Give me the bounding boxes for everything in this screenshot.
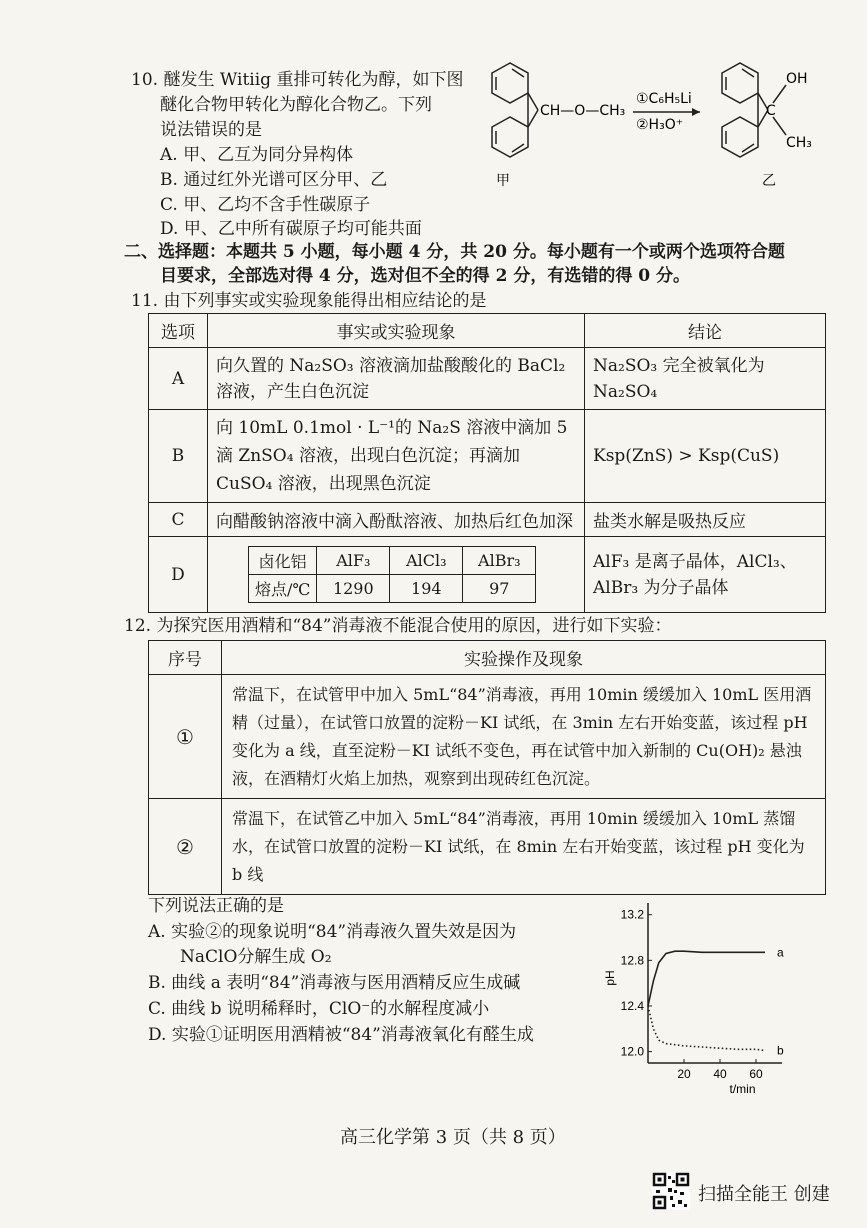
q10-reaction-scheme (468, 55, 828, 195)
q12-header-text: 实验操作及现象 (222, 641, 826, 675)
q11-header-conclusion: 结论 (585, 314, 826, 348)
oh-label: OH (786, 71, 808, 87)
compound-yi-label: 乙 (762, 173, 776, 189)
q11-row-b-conclusion: Ksp(ZnS) > Ksp(CuS) (585, 410, 826, 503)
table-row (149, 503, 826, 537)
q11-row-d-conclusion: AlF₃ 是离子晶体，AlCl₃、AlBr₃ 为分子晶体 (585, 537, 826, 613)
q12-table (148, 640, 826, 895)
qr-code-icon (652, 1172, 690, 1210)
q10-stem-line2: 醚化合物甲转化为醇化合物乙。下列 (160, 95, 432, 115)
q11-table (148, 313, 826, 613)
q11-row-c-option: C (149, 503, 208, 537)
q11-stem: 11. 由下列事实或实验现象能得出相应结论的是 (131, 291, 487, 311)
substituent-label: CH—O—CH₃ (540, 103, 626, 119)
inner-cell: 97 (463, 575, 536, 603)
q12-option-a-line2: NaClO分解生成 O₂ (180, 947, 332, 967)
q11-row-d-option: D (149, 537, 208, 613)
y-axis-label: pH (603, 970, 617, 986)
q12-stem: 12. 为探究医用酒精和“84”消毒液不能混合使用的原因，进行如下实验： (124, 616, 672, 636)
q10-option-a: A. 甲、乙互为同分异构体 (160, 145, 354, 165)
table-row (149, 675, 826, 799)
q11-row-a-conclusion: Na₂SO₃ 完全被氧化为 Na₂SO₄ (585, 348, 826, 410)
q10-option-d: D. 甲、乙中所有碳原子均可能共面 (160, 219, 422, 239)
q12-option-c: C. 曲线 b 说明稀释时，ClO⁻的水解程度减小 (148, 999, 490, 1019)
table-row (149, 410, 826, 503)
inner-cell: AlBr₃ (463, 547, 536, 575)
methyl-label: CH₃ (786, 135, 812, 151)
fluorene-structure-left (492, 63, 538, 157)
inner-cell: AlF₃ (317, 547, 390, 575)
q12-row-2-no: ② (149, 799, 222, 895)
q11-row-a-option: A (149, 348, 208, 410)
table-row (149, 799, 826, 895)
q12-row-1-text: 常温下，在试管甲中加入 5mL“84”消毒液，再用 10min 缓缓加入 10mL 医用酒精（过量），在试管口放置的淀粉－KI 试纸，在 3min 左右开始变蓝，该过程 pH 变化为 a 线，直至淀粉－KI 试纸不变色，再在试管中加入新制的 Cu(OH)₂ 悬浊液，在酒精灯火焰上加热，观察到出现砖红色沉淀。 (222, 675, 826, 799)
fluorene-structure-right (722, 63, 786, 157)
q11-row-c-conclusion: 盐类水解是吸热反应 (585, 503, 826, 537)
inner-cell: 熔点/℃ (249, 575, 317, 603)
ph-time-chart (596, 895, 816, 1105)
section2-line1: 二、选择题：本题共 5 小题，每小题 4 分，共 20 分。每小题有一个或两个选项符合题 (124, 242, 785, 262)
q11-row-b-fact: 向 10mL 0.1mol · L⁻¹的 Na₂S 溶液中滴加 5 滴 ZnSO₄ 溶液，出现白色沉淀；再滴加 CuSO₄ 溶液，出现黑色沉淀 (208, 410, 585, 503)
q12-row-2-text: 常温下，在试管乙中加入 5mL“84”消毒液，再用 10min 缓缓加入 10mL 蒸馏水，在试管口放置的淀粉－KI 试纸，在 8min 左右开始变蓝，该过程 pH 变化为 b 线 (222, 799, 826, 895)
q10-stem-line3: 说法错误的是 (160, 120, 262, 140)
arrow-head (692, 108, 700, 116)
halide-melting-point-table (248, 546, 536, 603)
series-label-a: a (777, 945, 784, 960)
y-tick-label: 13.2 (620, 907, 644, 922)
section2-line2: 目要求，全部选对得 4 分，选对但不全的得 2 分，有选错的得 0 分。 (160, 266, 690, 286)
q11-row-a-fact: 向久置的 Na₂SO₃ 溶液滴加盐酸酸化的 BaCl₂ 溶液，产生白色沉淀 (208, 348, 585, 410)
x-tick-label: 20 (677, 1067, 691, 1081)
q10-option-b: B. 通过红外光谱可区分甲、乙 (160, 170, 388, 190)
x-tick-label: 40 (713, 1067, 727, 1081)
compound-jia-label: 甲 (496, 173, 510, 189)
q10-stem-line1: 10. 醚发生 Witiig 重排可转化为醇，如下图 (131, 70, 464, 90)
table-row (149, 348, 826, 410)
y-tick-label: 12.0 (620, 1044, 644, 1059)
center-carbon-label: C (766, 103, 776, 119)
inner-cell: 1290 (317, 575, 390, 603)
q11-header-fact: 事实或实验现象 (208, 314, 585, 348)
inner-cell: AlCl₃ (390, 547, 463, 575)
y-tick-label: 12.8 (620, 953, 644, 968)
scanner-watermark: 扫描全能王 创建 (698, 1184, 830, 1205)
q11-row-c-fact: 向醋酸钠溶液中滴入酚酞溶液、加热后红色加深 (208, 503, 585, 537)
q11-row-d-fact-cell (208, 537, 585, 613)
reagent-2: ②H₃O⁺ (636, 117, 684, 133)
x-tick-label: 60 (749, 1067, 763, 1081)
q11-header-option: 选项 (149, 314, 208, 348)
series-line-a (648, 951, 765, 1006)
q12-option-d: D. 实验①证明医用酒精被“84”消毒液氧化有醛生成 (148, 1025, 534, 1045)
reagent-1: ①C₆H₅Li (636, 91, 692, 107)
y-tick-label: 12.4 (620, 998, 644, 1013)
inner-cell: 卤化铝 (249, 547, 317, 575)
table-row (149, 537, 826, 613)
q12-header-no: 序号 (149, 641, 222, 675)
page-footer: 高三化学第 3 页（共 8 页） (340, 1127, 566, 1148)
q12-option-a-line1: A. 实验②的现象说明“84”消毒液久置失效是因为 (148, 922, 517, 942)
q12-option-b: B. 曲线 a 表明“84”消毒液与医用酒精反应生成碱 (148, 973, 521, 993)
inner-cell: 194 (390, 575, 463, 603)
q12-sub-stem: 下列说法正确的是 (148, 896, 284, 916)
q10-option-c: C. 甲、乙均不含手性碳原子 (160, 195, 371, 215)
series-label-b: b (777, 1043, 784, 1058)
q11-row-b-option: B (149, 410, 208, 503)
q12-row-1-no: ① (149, 675, 222, 799)
series-line-b (648, 1006, 765, 1051)
x-axis-label: t/min (729, 1082, 756, 1096)
